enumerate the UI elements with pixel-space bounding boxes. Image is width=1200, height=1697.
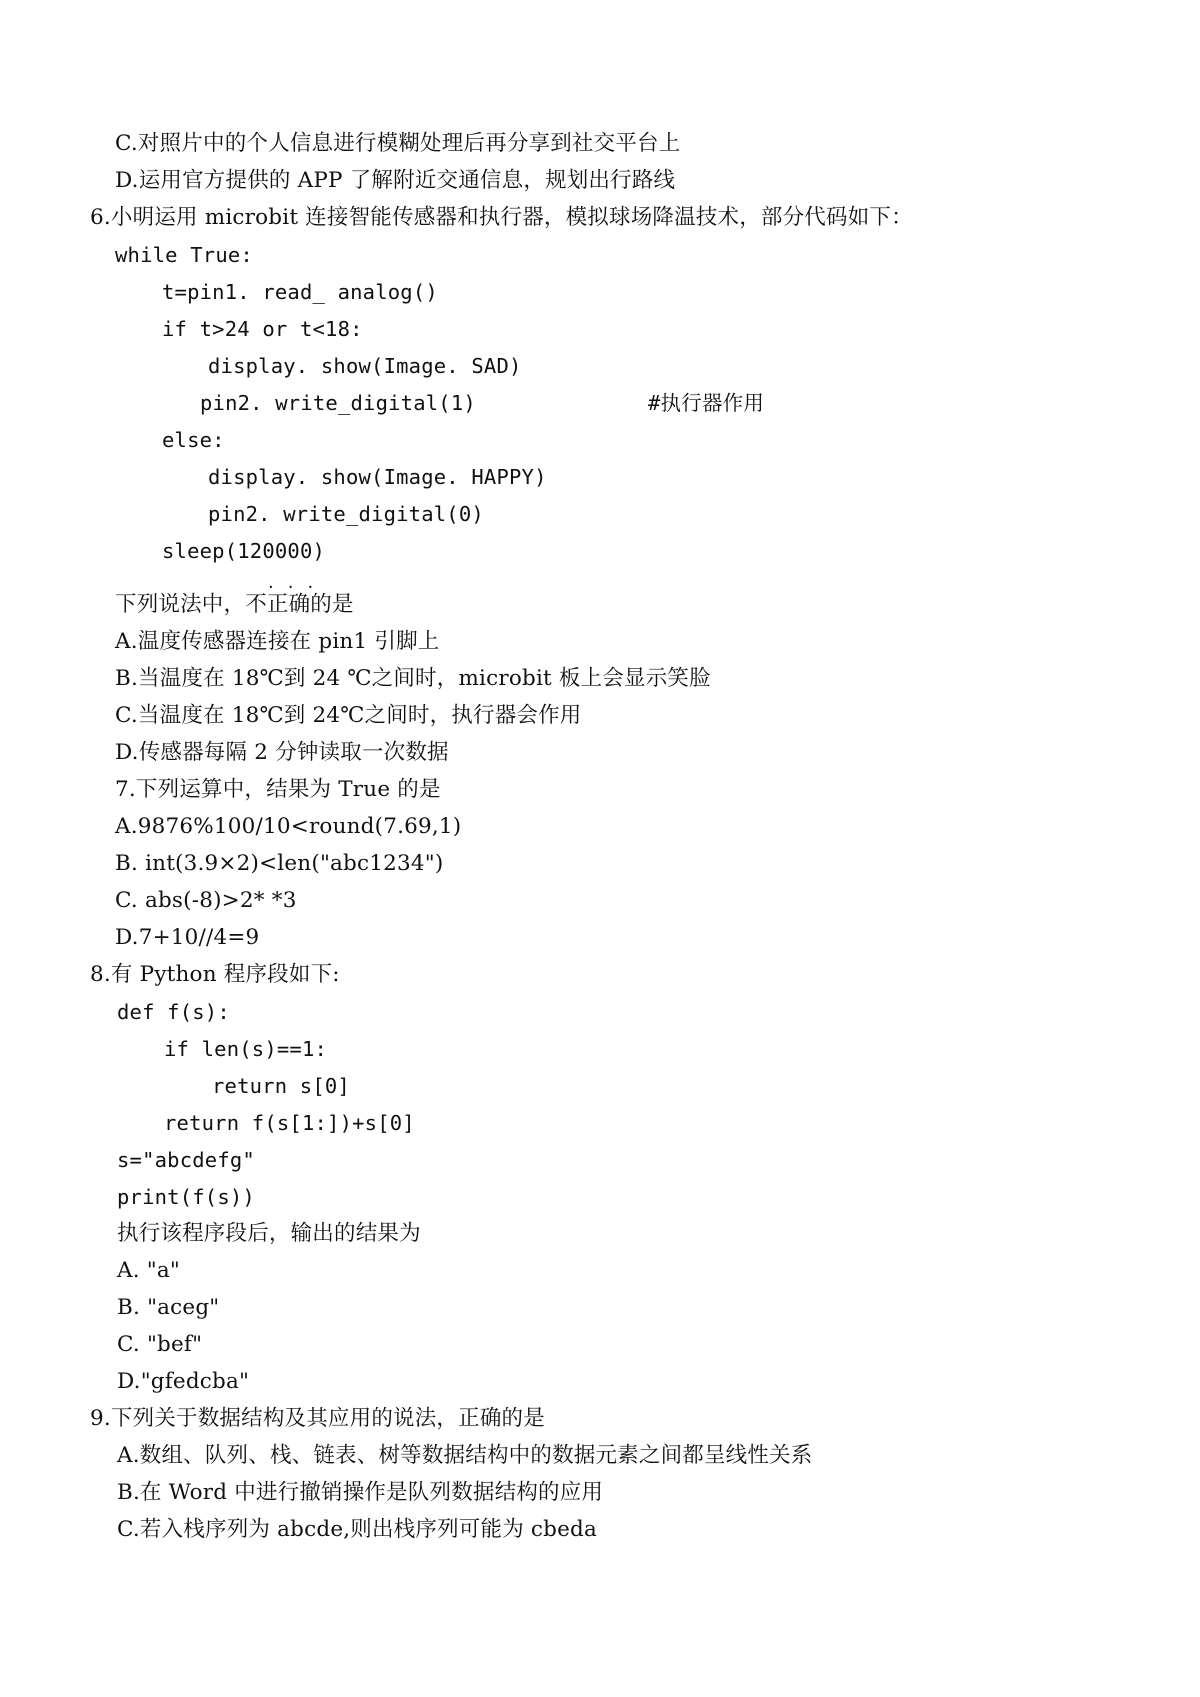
q8-option-d: D."gfedcba" [117,1369,250,1394]
q7-option-b: B. int(3.9×2)<len("abc1234") [115,851,444,876]
q8-code-line: print(f(s)) [117,1185,255,1209]
q6-code-line: pin2. write_digital(0) [208,502,484,526]
q6-code-comment: #执行器作用 [648,391,765,415]
q5-option-d: D.运用官方提供的 APP 了解附近交通信息，规划出行路线 [115,168,676,193]
q8-code-line: return f(s[1:])+s[0] [164,1111,415,1135]
q9-option-c: C.若入栈序列为 abcde,则出栈序列可能为 cbeda [117,1517,598,1542]
q6-stem: 6.小明运用 microbit 连接智能传感器和执行器，模拟球场降温技术，部分代码如下： [90,205,913,230]
q8-stem: 8.有 Python 程序段如下: [90,962,340,987]
q8-question: 执行该程序段后，输出的结果为 [117,1221,421,1246]
q8-option-c: C. "bef" [117,1332,203,1357]
q8-code-line: def f(s): [117,1000,230,1024]
q9-option-a: A.数组、队列、栈、链表、树等数据结构中的数据元素之间都呈线性关系 [117,1443,813,1468]
q6-code-line: pin2. write_digital(1) [200,391,476,415]
q8-code-line: s="abcdefg" [117,1148,255,1172]
q7-option-c: C. abs(-8)>2* *3 [115,888,297,913]
q6-option-d: D.传感器每隔 2 分钟读取一次数据 [115,740,449,765]
q9-option-b: B.在 Word 中进行撤销操作是队列数据结构的应用 [117,1480,604,1505]
q6-code-line: t=pin1. read_ analog() [162,280,438,304]
q9-stem: 9.下列关于数据结构及其应用的说法，正确的是 [90,1406,545,1431]
q6-option-c: C.当温度在 18℃到 24℃之间时，执行器会作用 [115,703,582,728]
q7-option-a: A.9876%100/10<round(7.69,1) [115,814,462,839]
q8-option-b: B. "aceg" [117,1295,220,1320]
q6-code-line: if t>24 or t<18: [162,317,363,341]
q6-code-line: else: [162,428,225,452]
q5-option-c: C.对照片中的个人信息进行模糊处理后再分享到社交平台上 [115,131,681,156]
q6-code-line: sleep(120000) [162,539,326,563]
q6-question: 下列说法中，不正确的是 [115,592,354,617]
q6-code-line: display. show(Image. HAPPY) [208,465,547,489]
q6-option-a: A.温度传感器连接在 pin1 引脚上 [115,629,440,654]
q7-stem: 7.下列运算中，结果为 True 的是 [115,777,441,802]
q7-option-d: D.7+10//4=9 [115,925,260,950]
q8-option-a: A. "a" [117,1258,180,1283]
q6-code-line: display. show(Image. SAD) [208,354,522,378]
q8-code-line: if len(s)==1: [164,1037,328,1061]
q6-code-line: while True: [115,243,253,267]
q6-option-b: B.当温度在 18℃到 24 ℃之间时，microbit 板上会显示笑脸 [115,666,711,691]
q8-code-line: return s[0] [212,1074,350,1098]
emphasis-dots: ··· [268,577,328,598]
